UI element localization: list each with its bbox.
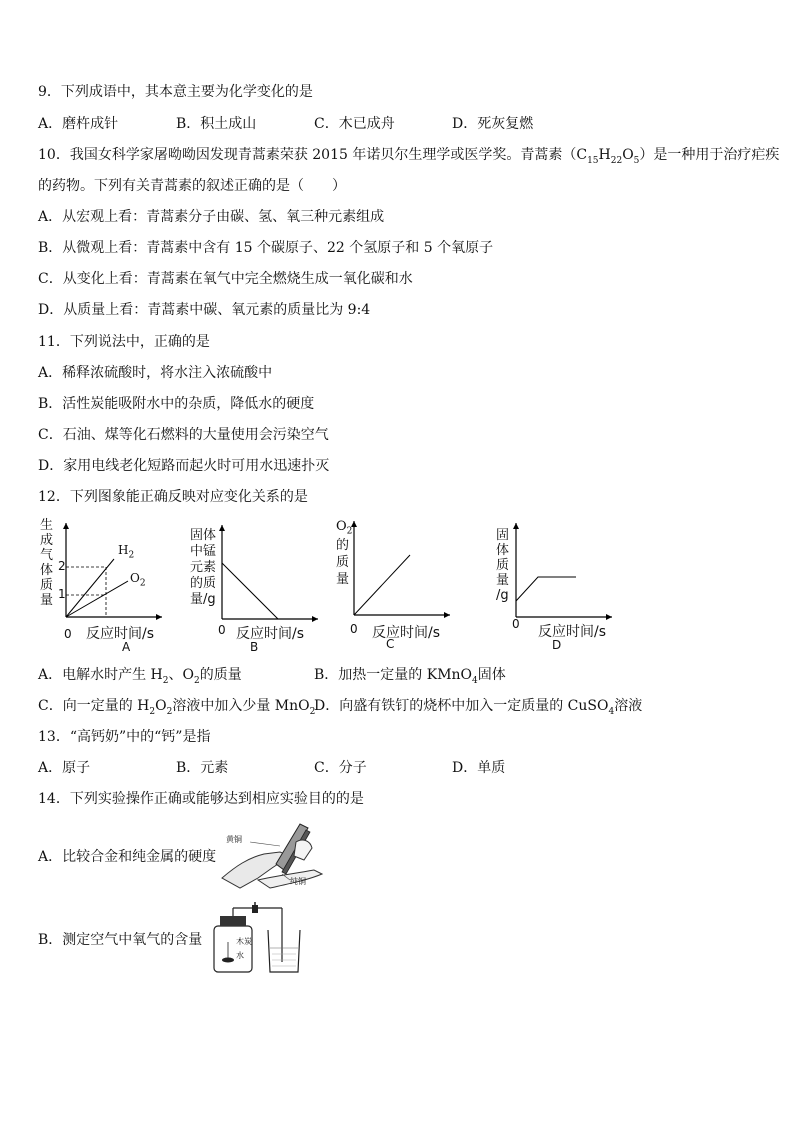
q13-option-a: A．原子	[38, 760, 91, 776]
graph-b-origin: 0	[218, 623, 226, 637]
graph-a-letter: A	[122, 640, 131, 654]
graph-a-o2-line	[66, 581, 128, 617]
graph-a-h2-line	[66, 559, 114, 617]
q14-stem: 14．下列实验操作正确或能够达到相应实验目的的是	[38, 791, 364, 807]
graph-d-origin: 0	[512, 617, 520, 631]
q9-option-a: A．磨杵成针	[38, 116, 119, 132]
q12-option-b: B．加热一定量的 KMnO$_4$固体	[314, 667, 506, 686]
q12-option-a: A．电解水时产生 $H_2$、$O_2$的质量	[38, 667, 242, 686]
graph-c-xlabel: 反应时间/s	[372, 625, 441, 641]
brass-label: 黄铜	[226, 835, 242, 844]
graph-a-tick-1: 1	[58, 587, 66, 601]
q10-option-c: C．从变化上看：青蒿素在氧气中完全燃烧生成一氧化碳和水	[38, 271, 413, 287]
q11-option-d: D．家用电线老化短路而起火时可用水迅速扑灭	[38, 458, 330, 474]
graph-a-h2-label: $H_2$	[118, 543, 135, 561]
q13-option-d: D．单质	[452, 760, 506, 776]
graph-b-xlabel: 反应时间/s	[236, 626, 305, 642]
q10-option-a: A．从宏观上看：青蒿素分子由碳、氢、氧三种元素组成	[38, 209, 385, 225]
graph-a	[38, 515, 178, 655]
oxygen-measurement-apparatus	[208, 902, 304, 976]
graph-d-letter: D	[552, 638, 562, 652]
q11-option-b: B．活性炭能吸附水中的杂质，降低水的硬度	[38, 396, 315, 412]
graph-c-origin: 0	[350, 622, 358, 636]
q10-option-b: B．从微观上看：青蒿素中含有 15 个碳原子、22 个氢原子和 5 个氧原子	[38, 240, 494, 256]
charcoal-label: 木炭	[236, 937, 252, 946]
graph-d-ylabel: 固 体 质 量 /g	[496, 528, 510, 603]
q9-option-d: D．死灰复燃	[452, 116, 534, 132]
q14-option-b: B．测定空气中氧气的含量	[38, 932, 203, 948]
hardness-comparison-figure	[218, 818, 330, 894]
graph-a-o2-label: $O_2$	[130, 571, 146, 589]
graph-a-tick-2: 2	[58, 559, 66, 573]
graph-c-line	[354, 555, 410, 615]
graph-b-ylabel: 固体 中锰 元素 的质 量/g	[190, 528, 217, 607]
q14-option-a: A．比较合金和纯金属的硬度	[38, 849, 217, 865]
q10-stem: 10．我国女科学家屠呦呦因发现青蒿素荣获 2015 年诺贝尔生理学或医学奖。青蒿素$(C_{15}H_{22}O_5)$是一种用于治疗疟疾	[38, 147, 780, 166]
q11-option-c: C．石油、煤等化石燃料的大量使用会污染空气	[38, 427, 329, 443]
graph-b-letter: B	[250, 640, 259, 654]
water-label: 水	[236, 951, 244, 960]
graph-d-line	[516, 577, 576, 601]
graph-c-ylabel: 的 质 量	[336, 538, 350, 587]
graph-c-letter: C	[386, 637, 395, 651]
graph-a-xlabel: 反应时间/s	[86, 626, 155, 642]
q13-option-b: B．元素	[176, 760, 229, 776]
q12-stem: 12．下列图象能正确反映对应变化关系的是	[38, 489, 308, 505]
graph-a-ylabel: 生 成 气 体 质 量	[40, 518, 54, 608]
q12-option-c: C．向一定量的 $H_2O_2$溶液中加入少量 MnO$_2$	[38, 698, 316, 717]
graph-c-ylabel-top: $O_2$	[336, 519, 353, 537]
q9-stem: 9．下列成语中，其本意主要为化学变化的是	[38, 84, 313, 100]
q13-stem: 13．“高钙奶”中的“钙”是指	[38, 729, 211, 745]
q13-option-c: C．分子	[314, 760, 367, 776]
q9-option-c: C．木已成舟	[314, 116, 395, 132]
q10-option-d: D．从质量上看：青蒿素中碳、氧元素的质量比为 9:4	[38, 302, 371, 318]
graph-d	[494, 515, 634, 655]
graph-d-xlabel: 反应时间/s	[538, 624, 607, 640]
pure-copper-label: 纯铜	[290, 877, 306, 886]
graph-b	[188, 515, 328, 655]
q11-option-a: A．稀释浓硫酸时，将水注入浓硫酸中	[38, 365, 273, 381]
q11-stem: 11．下列说法中，正确的是	[38, 334, 210, 350]
q12-option-d: D．向盛有铁钉的烧杯中加入一定质量的 CuSO$_4$溶液	[314, 698, 643, 717]
graph-a-origin: 0	[64, 627, 72, 641]
q9-option-b: B．积土成山	[176, 116, 257, 132]
graph-b-line	[222, 563, 278, 619]
graph-c	[334, 515, 474, 655]
q10-stem-line2: 的药物。下列有关青蒿素的叙述正确的是（ ）	[38, 178, 346, 194]
